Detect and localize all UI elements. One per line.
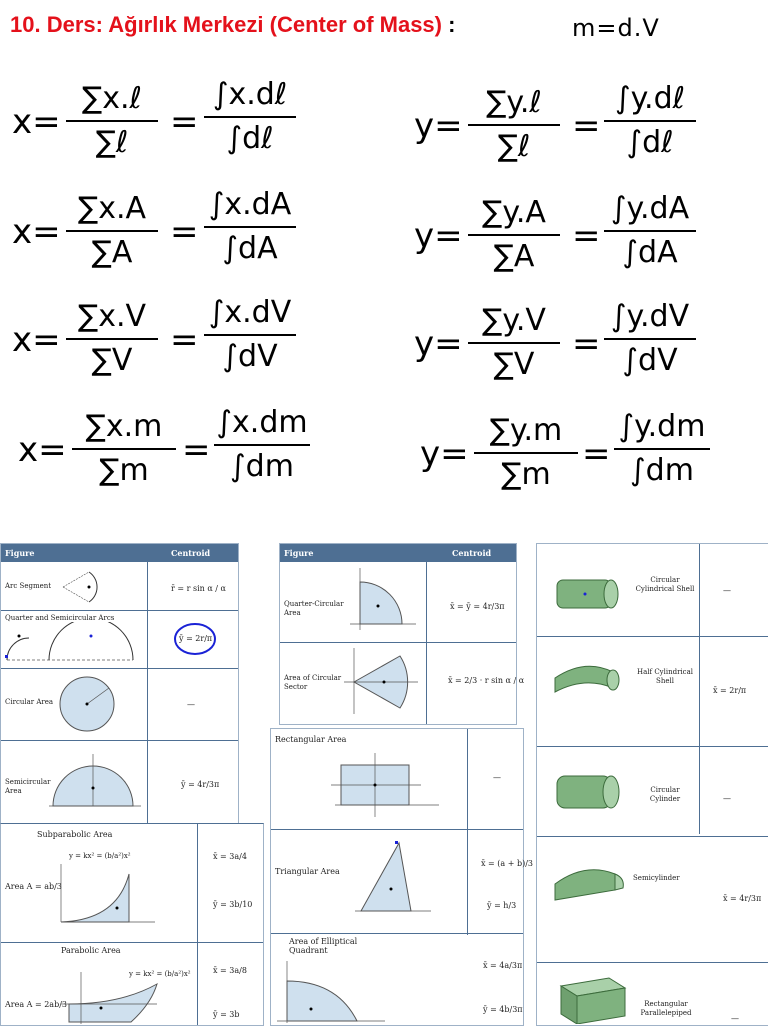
- integral-fraction: [204, 186, 296, 268]
- col-figure: Figure: [284, 548, 314, 558]
- label-rectangular-area: Rectangular Area: [275, 735, 347, 744]
- label-circular-sector: Area of Circular Sector: [284, 674, 342, 691]
- formula-x-mass: [18, 400, 308, 510]
- parabolic-ybar: ȳ = 3b: [213, 1010, 240, 1019]
- equals-sign: =: [572, 324, 601, 364]
- integral-denominator: ∫dA: [622, 235, 678, 270]
- integral-denominator: ∫dℓ: [226, 121, 274, 156]
- equals-sign: =: [170, 212, 199, 252]
- sum-numerator: ∑x.ℓ: [82, 81, 142, 116]
- sum-numerator: ∑x.A: [77, 191, 147, 226]
- label-cylindrical-shell: Circular Cylindrical Shell: [635, 576, 695, 593]
- parabolic-title: Parabolic Area: [61, 946, 121, 955]
- sum-denominator: ∑m: [501, 457, 551, 492]
- semicircular-area-figure: [49, 750, 141, 812]
- value-arc-segment: r̄ = r sin α / α: [171, 584, 226, 593]
- label-parallelepiped: Rectangular Parallelepiped: [640, 1000, 692, 1017]
- integral-fraction: [204, 76, 296, 158]
- integral-denominator: ∫dℓ: [626, 125, 674, 160]
- sum-fraction: [72, 408, 176, 490]
- sum-denominator: ∑m: [99, 453, 149, 488]
- sum-numerator: ∑y.m: [489, 413, 563, 448]
- parallelepiped-figure: [553, 966, 633, 1024]
- integral-fraction: [604, 190, 696, 272]
- equals-sign: =: [582, 434, 611, 474]
- subparabolic-figure: [57, 864, 157, 930]
- equals-sign: =: [572, 106, 601, 146]
- triangular-xbar: x̄ = (a + b)/3: [481, 859, 534, 868]
- semicylinder-figure: [545, 844, 637, 914]
- label-circular-cylinder: Circular Cylinder: [649, 786, 681, 803]
- cylindrical-shell-figure: [545, 558, 629, 622]
- col-figure: Figure: [5, 548, 35, 558]
- sum-numerator: ∑y.V: [482, 303, 546, 338]
- sum-numerator: ∑x.V: [77, 299, 147, 334]
- label-semicylinder: Semicylinder: [633, 874, 680, 882]
- formula-y-mass: [420, 404, 710, 514]
- subparabolic-title: Subparabolic Area: [37, 830, 113, 839]
- formula-x-length: [12, 72, 302, 182]
- sum-fraction: [468, 194, 560, 276]
- formula-y-volume: [414, 294, 704, 404]
- sum-denominator: ∑V: [91, 343, 133, 378]
- value-circular-sector: x̄ = 2/3 · r sin α / α: [448, 676, 525, 685]
- sum-numerator: ∑y.A: [482, 195, 546, 230]
- integral-fraction: [604, 80, 696, 162]
- integral-denominator: ∫dm: [630, 453, 694, 488]
- triangular-area-figure: [355, 835, 435, 923]
- formula-y-area: [414, 186, 704, 296]
- col-centroid: Centroid: [171, 548, 211, 558]
- integral-fraction: [214, 404, 310, 486]
- value-circular-cylinder: —: [723, 794, 731, 803]
- centroid-table-2: [279, 543, 525, 725]
- equals-sign: =: [170, 320, 199, 360]
- integral-fraction: [604, 298, 696, 380]
- integral-numerator: ∫y.dV: [610, 299, 690, 334]
- triangular-ybar: ȳ = h/3: [487, 901, 517, 910]
- formula-lhs: y=: [414, 216, 463, 256]
- sum-fraction: [468, 302, 560, 384]
- value-parallelepiped: —: [731, 1014, 739, 1023]
- sum-numerator: ∑y.ℓ: [486, 85, 542, 120]
- value-circular-area: —: [187, 700, 195, 709]
- sum-numerator: ∑x.m: [85, 409, 163, 444]
- parabolic-xbar: x̄ = 3a/8: [213, 966, 247, 975]
- col-centroid: Centroid: [452, 548, 492, 558]
- circular-cylinder-figure: [545, 758, 629, 822]
- integral-fraction: [614, 408, 710, 490]
- rectangular-area-figure: [321, 745, 441, 825]
- sum-fraction: [468, 84, 560, 166]
- formula-x-volume: [12, 290, 302, 400]
- subparabolic-ybar: ȳ = 3b/10: [213, 900, 253, 909]
- integral-numerator: ∫y.dℓ: [614, 81, 686, 116]
- circular-area-figure: [57, 674, 119, 736]
- centroid-table-1: [0, 543, 239, 825]
- subparabolic-area-formula: Area A = ab/3: [5, 882, 62, 891]
- parabolic-curve: y = kx² = (b/a²)x²: [129, 970, 191, 978]
- label-half-cylindrical-shell: Half Cylindrical Shell: [636, 668, 694, 685]
- title-colon: :: [448, 12, 456, 37]
- formula-lhs: x=: [18, 430, 67, 470]
- quarter-semicircular-arcs-figure: [5, 622, 145, 664]
- half-cylindrical-shell-figure: [545, 648, 635, 712]
- subparabolic-curve: y = kx² = (b/a²)x²: [69, 852, 131, 860]
- formula-lhs: x=: [12, 212, 61, 252]
- integral-numerator: ∫x.dℓ: [212, 77, 288, 112]
- sum-fraction: [474, 412, 578, 494]
- label-triangular-area: Triangular Area: [275, 867, 340, 876]
- equals-sign: =: [182, 430, 211, 470]
- centroid-table-solids: [536, 543, 768, 1026]
- label-elliptical-quadrant: Area of Elliptical Quadrant: [289, 937, 358, 955]
- centroid-table-3: [270, 728, 534, 1026]
- elliptical-quadrant-figure: [277, 957, 387, 1023]
- value-semicylinder: x̄ = 4r/3π: [723, 894, 762, 903]
- parabolic-area-formula: Area A = 2ab/3: [5, 1000, 67, 1009]
- page-title: [10, 12, 455, 38]
- formula-lhs: y=: [420, 434, 469, 474]
- equals-sign: =: [170, 102, 199, 142]
- parabolic-table: [0, 823, 264, 1026]
- integral-denominator: ∫dA: [222, 231, 278, 266]
- formula-x-area: [12, 182, 302, 292]
- integral-numerator: ∫x.dA: [208, 187, 292, 222]
- elliptical-ybar: ȳ = 4b/3π: [483, 1005, 523, 1014]
- quarter-circular-area-figure: [346, 568, 418, 634]
- sum-fraction: [66, 80, 158, 162]
- mass-note: m=d.V: [572, 14, 660, 42]
- title-text: 10. Ders: Ağırlık Merkezi (Center of Mass): [10, 12, 442, 37]
- sum-denominator: ∑ℓ: [497, 129, 531, 164]
- value-cylindrical-shell: —: [723, 586, 731, 595]
- label-semicircular-area: Semicircular Area: [5, 778, 51, 795]
- integral-denominator: ∫dV: [222, 339, 278, 374]
- integral-denominator: ∫dV: [622, 343, 678, 378]
- elliptical-xbar: x̄ = 4a/3π: [483, 961, 523, 970]
- label-circular-area: Circular Area: [5, 698, 54, 706]
- formula-lhs: x=: [12, 102, 61, 142]
- subparabolic-xbar: x̄ = 3a/4: [213, 852, 247, 861]
- sum-denominator: ∑A: [91, 235, 133, 270]
- value-quarter-semicircular-arcs: ȳ = 2r/π: [179, 634, 213, 643]
- integral-numerator: ∫x.dm: [216, 405, 308, 440]
- sum-fraction: [66, 190, 158, 272]
- integral-numerator: ∫y.dA: [610, 191, 690, 226]
- parabolic-figure: [61, 964, 161, 1024]
- value-half-cylindrical-shell: x̄ = 2r/π: [713, 686, 747, 695]
- equals-sign: =: [572, 216, 601, 256]
- table-header: [1, 544, 238, 562]
- arc-segment-figure: [59, 568, 103, 606]
- label-arc-segment: Arc Segment: [5, 582, 52, 590]
- sum-fraction: [66, 298, 158, 380]
- sum-denominator: ∑V: [493, 347, 535, 382]
- circular-sector-figure: [344, 648, 420, 714]
- formula-lhs: y=: [414, 106, 463, 146]
- label-quarter-semicircular-arcs: Quarter and Semicircular Arcs: [5, 614, 115, 622]
- formula-lhs: y=: [414, 324, 463, 364]
- integral-numerator: ∫x.dV: [208, 295, 292, 330]
- sum-denominator: ∑ℓ: [95, 125, 129, 160]
- integral-numerator: ∫y.dm: [618, 409, 706, 444]
- label-quarter-circular-area: Quarter-Circular Area: [284, 600, 344, 617]
- value-rectangular-area: —: [493, 773, 501, 782]
- table-header: [280, 544, 516, 562]
- integral-fraction: [204, 294, 296, 376]
- sum-denominator: ∑A: [493, 239, 535, 274]
- formula-lhs: x=: [12, 320, 61, 360]
- value-semicircular-area: ȳ = 4r/3π: [181, 780, 220, 789]
- formula-y-length: [414, 76, 704, 186]
- value-quarter-circular-area: x̄ = ȳ = 4r/3π: [450, 602, 505, 611]
- integral-denominator: ∫dm: [230, 449, 294, 484]
